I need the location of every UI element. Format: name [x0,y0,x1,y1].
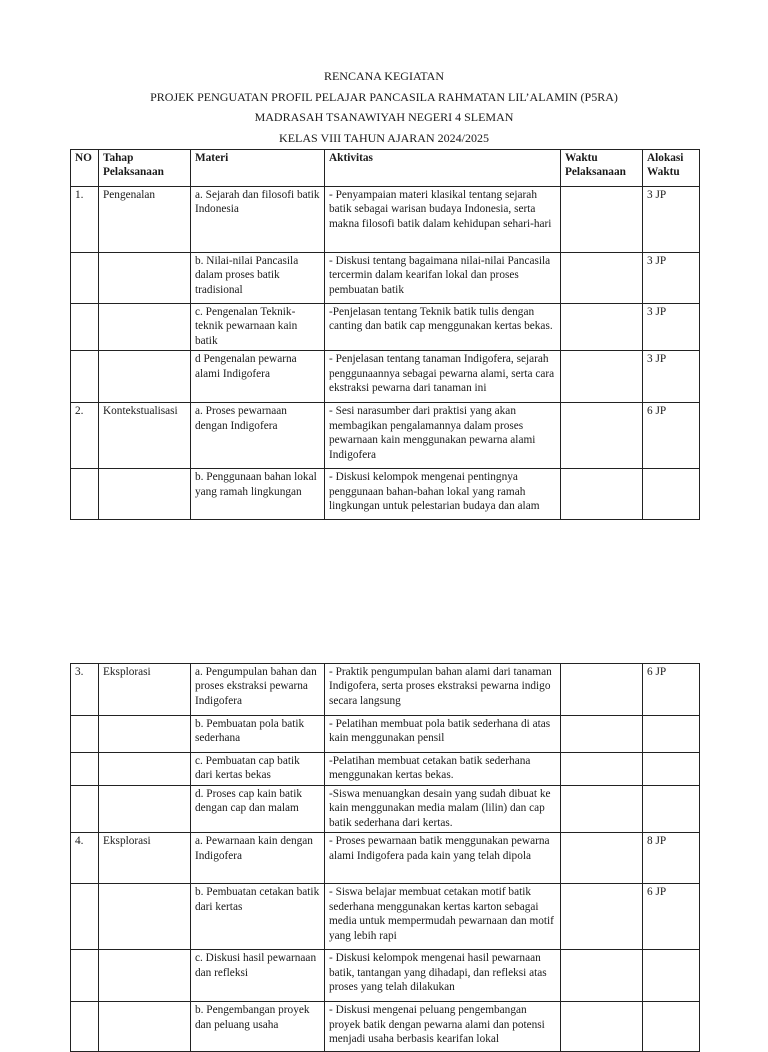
cell-waktu [561,351,643,403]
cell-aktivitas: - Diskusi mengenai peluang pengembangan proyek batik dengan pewarna alami dan potensi menjadi usaha berbasis kearifan lokal [325,1002,561,1052]
cell-materi: c. Pengenalan Teknik-teknik pewarnaan kain batik [191,304,325,351]
table-row [71,785,700,832]
cell-waktu [561,403,643,469]
cell-alokasi [643,753,700,786]
table-row [71,950,700,1002]
table-row [71,351,700,403]
cell-waktu [561,884,643,950]
cell-tahap [99,469,191,520]
cell-alokasi: 3 JP [643,304,700,351]
cell-no [71,950,99,1002]
cell-aktivitas: -Siswa menuangkan desain yang sudah dibuat ke kain menggunakan media malam (lilin) dan cap batik sederhana dari kertas. [325,785,561,832]
table-row [71,716,700,753]
cell-materi: a. Pewarnaan kain dengan Indigofera [191,833,325,884]
school-name: MADRASAH TSANAWIYAH NEGERI 4 SLEMAN [254,110,514,124]
cell-no [71,351,99,403]
cell-alokasi: 3 JP [643,253,700,304]
cell-aktivitas: -Pelatihan membuat cetakan batik sederhana menggunakan kertas bekas. [325,753,561,786]
activity-plan-table-page2 [70,663,700,1052]
cell-aktivitas: - Penyampaian materi klasikal tentang sejarah batik sebagai warisan budaya Indonesia, serta makna filosofi batik dalam kehidupan sehari-hari [325,187,561,253]
cell-aktivitas: - Pelatihan membuat pola batik sederhana di atas kain menggunakan pensil [325,716,561,753]
cell-waktu [561,664,643,716]
cell-tahap: Eksplorasi [99,664,191,716]
cell-waktu [561,253,643,304]
cell-no [71,469,99,520]
cell-materi: b. Pengembangan proyek dan peluang usaha [191,1002,325,1052]
cell-no: 1. [71,187,99,253]
cell-aktivitas: - Siswa belajar membuat cetakan motif batik sederhana menggunakan kertas karton sebagai media untuk mempermudah pewarnaan dan motif yang lebih rapi [325,884,561,950]
table-row [71,1002,700,1052]
cell-no: 2. [71,403,99,469]
cell-tahap [99,304,191,351]
table-row [71,884,700,950]
cell-alokasi [643,1002,700,1052]
cell-tahap [99,753,191,786]
cell-no [71,1002,99,1052]
cell-materi: c. Diskusi hasil pewarnaan dan refleksi [191,950,325,1002]
header-alokasi: Alokasi Waktu [643,150,700,187]
cell-waktu [561,304,643,351]
cell-materi: d Pengenalan pewarna alami Indigofera [191,351,325,403]
doc-title: RENCANA KEGIATAN [323,69,445,83]
cell-alokasi [643,785,700,832]
cell-alokasi: 6 JP [643,664,700,716]
cell-tahap: Kontekstualisasi [99,403,191,469]
cell-materi: a. Pengumpulan bahan dan proses ekstraksi pewarna Indigofera [191,664,325,716]
cell-aktivitas: - Diskusi tentang bagaimana nilai-nilai Pancasila tercermin dalam kearifan lokal dan proses pembuatan batik [325,253,561,304]
header-aktivitas: Aktivitas [325,150,561,187]
cell-tahap [99,950,191,1002]
cell-waktu [561,753,643,786]
table-row [71,664,700,716]
cell-tahap [99,884,191,950]
project-title: PROJEK PENGUATAN PROFIL PELAJAR PANCASILA RAHMATAN LIL’ALAMIN (P5RA) [150,89,618,104]
activity-plan-table-page1 [70,149,700,520]
cell-materi: a. Proses pewarnaan dengan Indigofera [191,403,325,469]
document-header [0,66,768,148]
cell-no: 4. [71,833,99,884]
table-row [71,253,700,304]
header-materi: Materi [191,150,325,187]
header-tahap: Tahap Pelaksanaan [99,150,191,187]
cell-alokasi: 3 JP [643,351,700,403]
cell-aktivitas: - Proses pewarnaan batik menggunakan pewarna alami Indigofera pada kain yang telah dipola [325,833,561,884]
cell-waktu [561,1002,643,1052]
cell-materi: c. Pembuatan cap batik dari kertas bekas [191,753,325,786]
cell-alokasi [643,469,700,520]
cell-tahap [99,716,191,753]
cell-materi: b. Nilai-nilai Pancasila dalam proses batik tradisional [191,253,325,304]
cell-no [71,304,99,351]
cell-waktu [561,469,643,520]
cell-no [71,253,99,304]
cell-materi: b. Penggunaan bahan lokal yang ramah lingkungan [191,469,325,520]
cell-tahap: Pengenalan [99,187,191,253]
class-year: KELAS VIII TAHUN AJARAN 2024/2025 [279,130,489,145]
cell-no [71,716,99,753]
cell-no [71,884,99,950]
header-no: NO [71,150,99,187]
table-header-row [71,150,700,187]
cell-alokasi: 6 JP [643,884,700,950]
cell-alokasi: 6 JP [643,403,700,469]
cell-no: 3. [71,664,99,716]
cell-materi: a. Sejarah dan filosofi batik Indonesia [191,187,325,253]
cell-alokasi: 8 JP [643,833,700,884]
cell-alokasi [643,950,700,1002]
cell-tahap [99,785,191,832]
cell-aktivitas: -Penjelasan tentang Teknik batik tulis dengan canting dan batik cap menggunakan kertas bekas. [325,304,561,351]
cell-tahap [99,1002,191,1052]
cell-aktivitas: - Penjelasan tentang tanaman Indigofera, sejarah penggunaannya sebagai pewarna alami, serta cara ekstraksi pewarna dari tanaman ini [325,351,561,403]
cell-alokasi: 3 JP [643,187,700,253]
header-waktu: Waktu Pelaksanaan [561,150,643,187]
cell-tahap [99,351,191,403]
cell-alokasi [643,716,700,753]
cell-no [71,753,99,786]
cell-materi: d. Proses cap kain batik dengan cap dan malam [191,785,325,832]
cell-waktu [561,785,643,832]
cell-tahap [99,253,191,304]
cell-no [71,785,99,832]
cell-materi: b. Pembuatan cetakan batik dari kertas [191,884,325,950]
table-row [71,833,700,884]
cell-aktivitas: - Sesi narasumber dari praktisi yang akan membagikan pengalamannya dalam proses pewarnaan kain menggunakan pewarna alami Indigofera [325,403,561,469]
table-row [71,469,700,520]
table-row [71,753,700,786]
cell-aktivitas: - Praktik pengumpulan bahan alami dari tanaman Indigofera, serta proses ekstraksi pewarna indigo secara langsung [325,664,561,716]
cell-materi: b. Pembuatan pola batik sederhana [191,716,325,753]
cell-waktu [561,833,643,884]
cell-waktu [561,716,643,753]
cell-aktivitas: - Diskusi kelompok mengenai pentingnya penggunaan bahan-bahan lokal yang ramah lingkungan untuk pelestarian budaya dan alam [325,469,561,520]
cell-tahap: Eksplorasi [99,833,191,884]
table-row [71,304,700,351]
cell-aktivitas: - Diskusi kelompok mengenai hasil pewarnaan batik, tantangan yang dihadapi, dan refleksi atas proses yang telah dilakukan [325,950,561,1002]
cell-waktu [561,950,643,1002]
table-row [71,403,700,469]
cell-waktu [561,187,643,253]
table-row [71,187,700,253]
